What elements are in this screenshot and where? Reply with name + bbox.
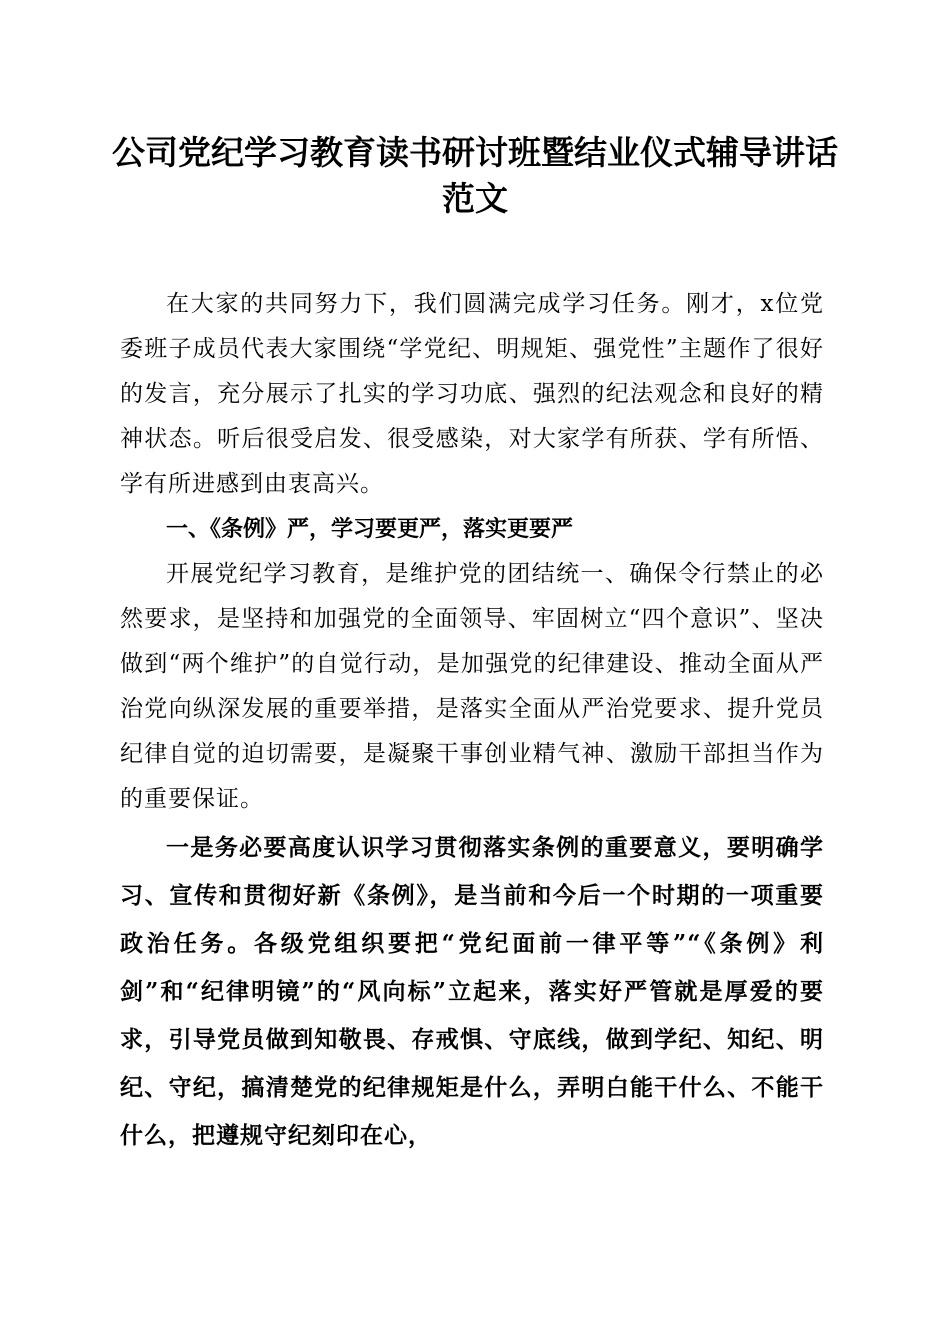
- document-body: [120, 282, 824, 1160]
- document-title: 公司党纪学习教育读书研讨班暨结业仪式辅导讲话范文: [112, 133, 838, 218]
- section-heading: 一、《条例》严，学习要更严，落实更要严: [166, 517, 574, 542]
- key-point-rest: 各级党组织要把“党纪面前一律平等”“《条例》利剑”和“纪律明镜”的“风向标”立起来，落实好严管就是厚爱的要求，引导党员做到知敬畏、存戒惧、守底线，做到学纪、知纪、明纪、守纪，搞清楚党的纪律规矩是什么，弄明白能干什么、不能干什么，把遵规守纪刻印在心，: [120, 930, 824, 1149]
- key-point-lead: 一是务必要高度认识学习贯彻落实条例的重要意义，要明确学习、宣传和贯彻好新《条例》，是当前和今后一个时期的一项重要政治任务。: [120, 834, 824, 957]
- intro-paragraph: 在大家的共同努力下，我们圆满完成学习任务。刚才，x位党委班子成员代表大家围绕“学党纪、明规矩、强党性”主题作了很好的发言，充分展示了扎实的学习功底、强烈的纪法观念和良好的精神状态。听后很受启发、很受感染，对大家学有所获、学有所悟、学有所进感到由衷高兴。: [120, 291, 824, 497]
- section-body-paragraph: 开展党纪学习教育，是维护党的团结统一、确保令行禁止的必然要求，是坚持和加强党的全面领导、牢固树立“四个意识”、坚决做到“两个维护”的自觉行动，是加强党的纪律建设、推动全面从严治党向纵深发展的重要举措，是落实全面从严治党要求、提升党员纪律自觉的迫切需要，是凝聚干事创业精气神、激励干部担当作为的重要保证。: [120, 561, 824, 812]
- key-point-paragraph: [120, 824, 824, 1160]
